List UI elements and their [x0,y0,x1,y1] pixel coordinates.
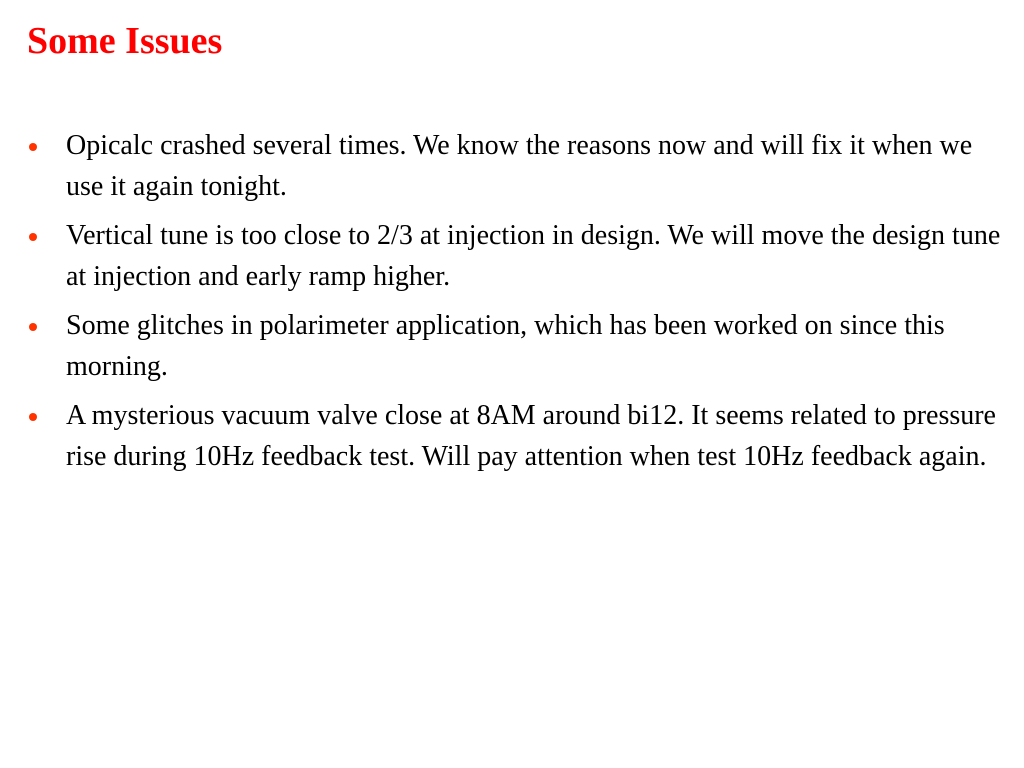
bullet-icon [29,323,37,331]
bullet-icon [29,143,37,151]
list-item [25,395,1010,477]
list-item [25,125,1010,207]
bullet-text: Opicalc crashed several times. We know the reasons now and will fix it when we use it again tonight. [66,130,973,202]
bullet-icon [29,413,37,421]
bullet-text: A mysterious vacuum valve close at 8AM around bi12. It seems related to pressure rise during 10Hz feedback test. Will pay attention when test 10Hz feedback again. [66,400,996,472]
list-item [25,305,1010,387]
bullet-list [25,125,1010,485]
bullet-text: Some glitches in polarimeter application, which has been worked on since this morning. [66,310,945,382]
bullet-icon [29,233,37,241]
bullet-text: Vertical tune is too close to 2/3 at injection in design. We will move the design tune at injection and early ramp higher. [66,220,1001,292]
slide-title: Some Issues [27,20,223,62]
list-item [25,215,1010,297]
